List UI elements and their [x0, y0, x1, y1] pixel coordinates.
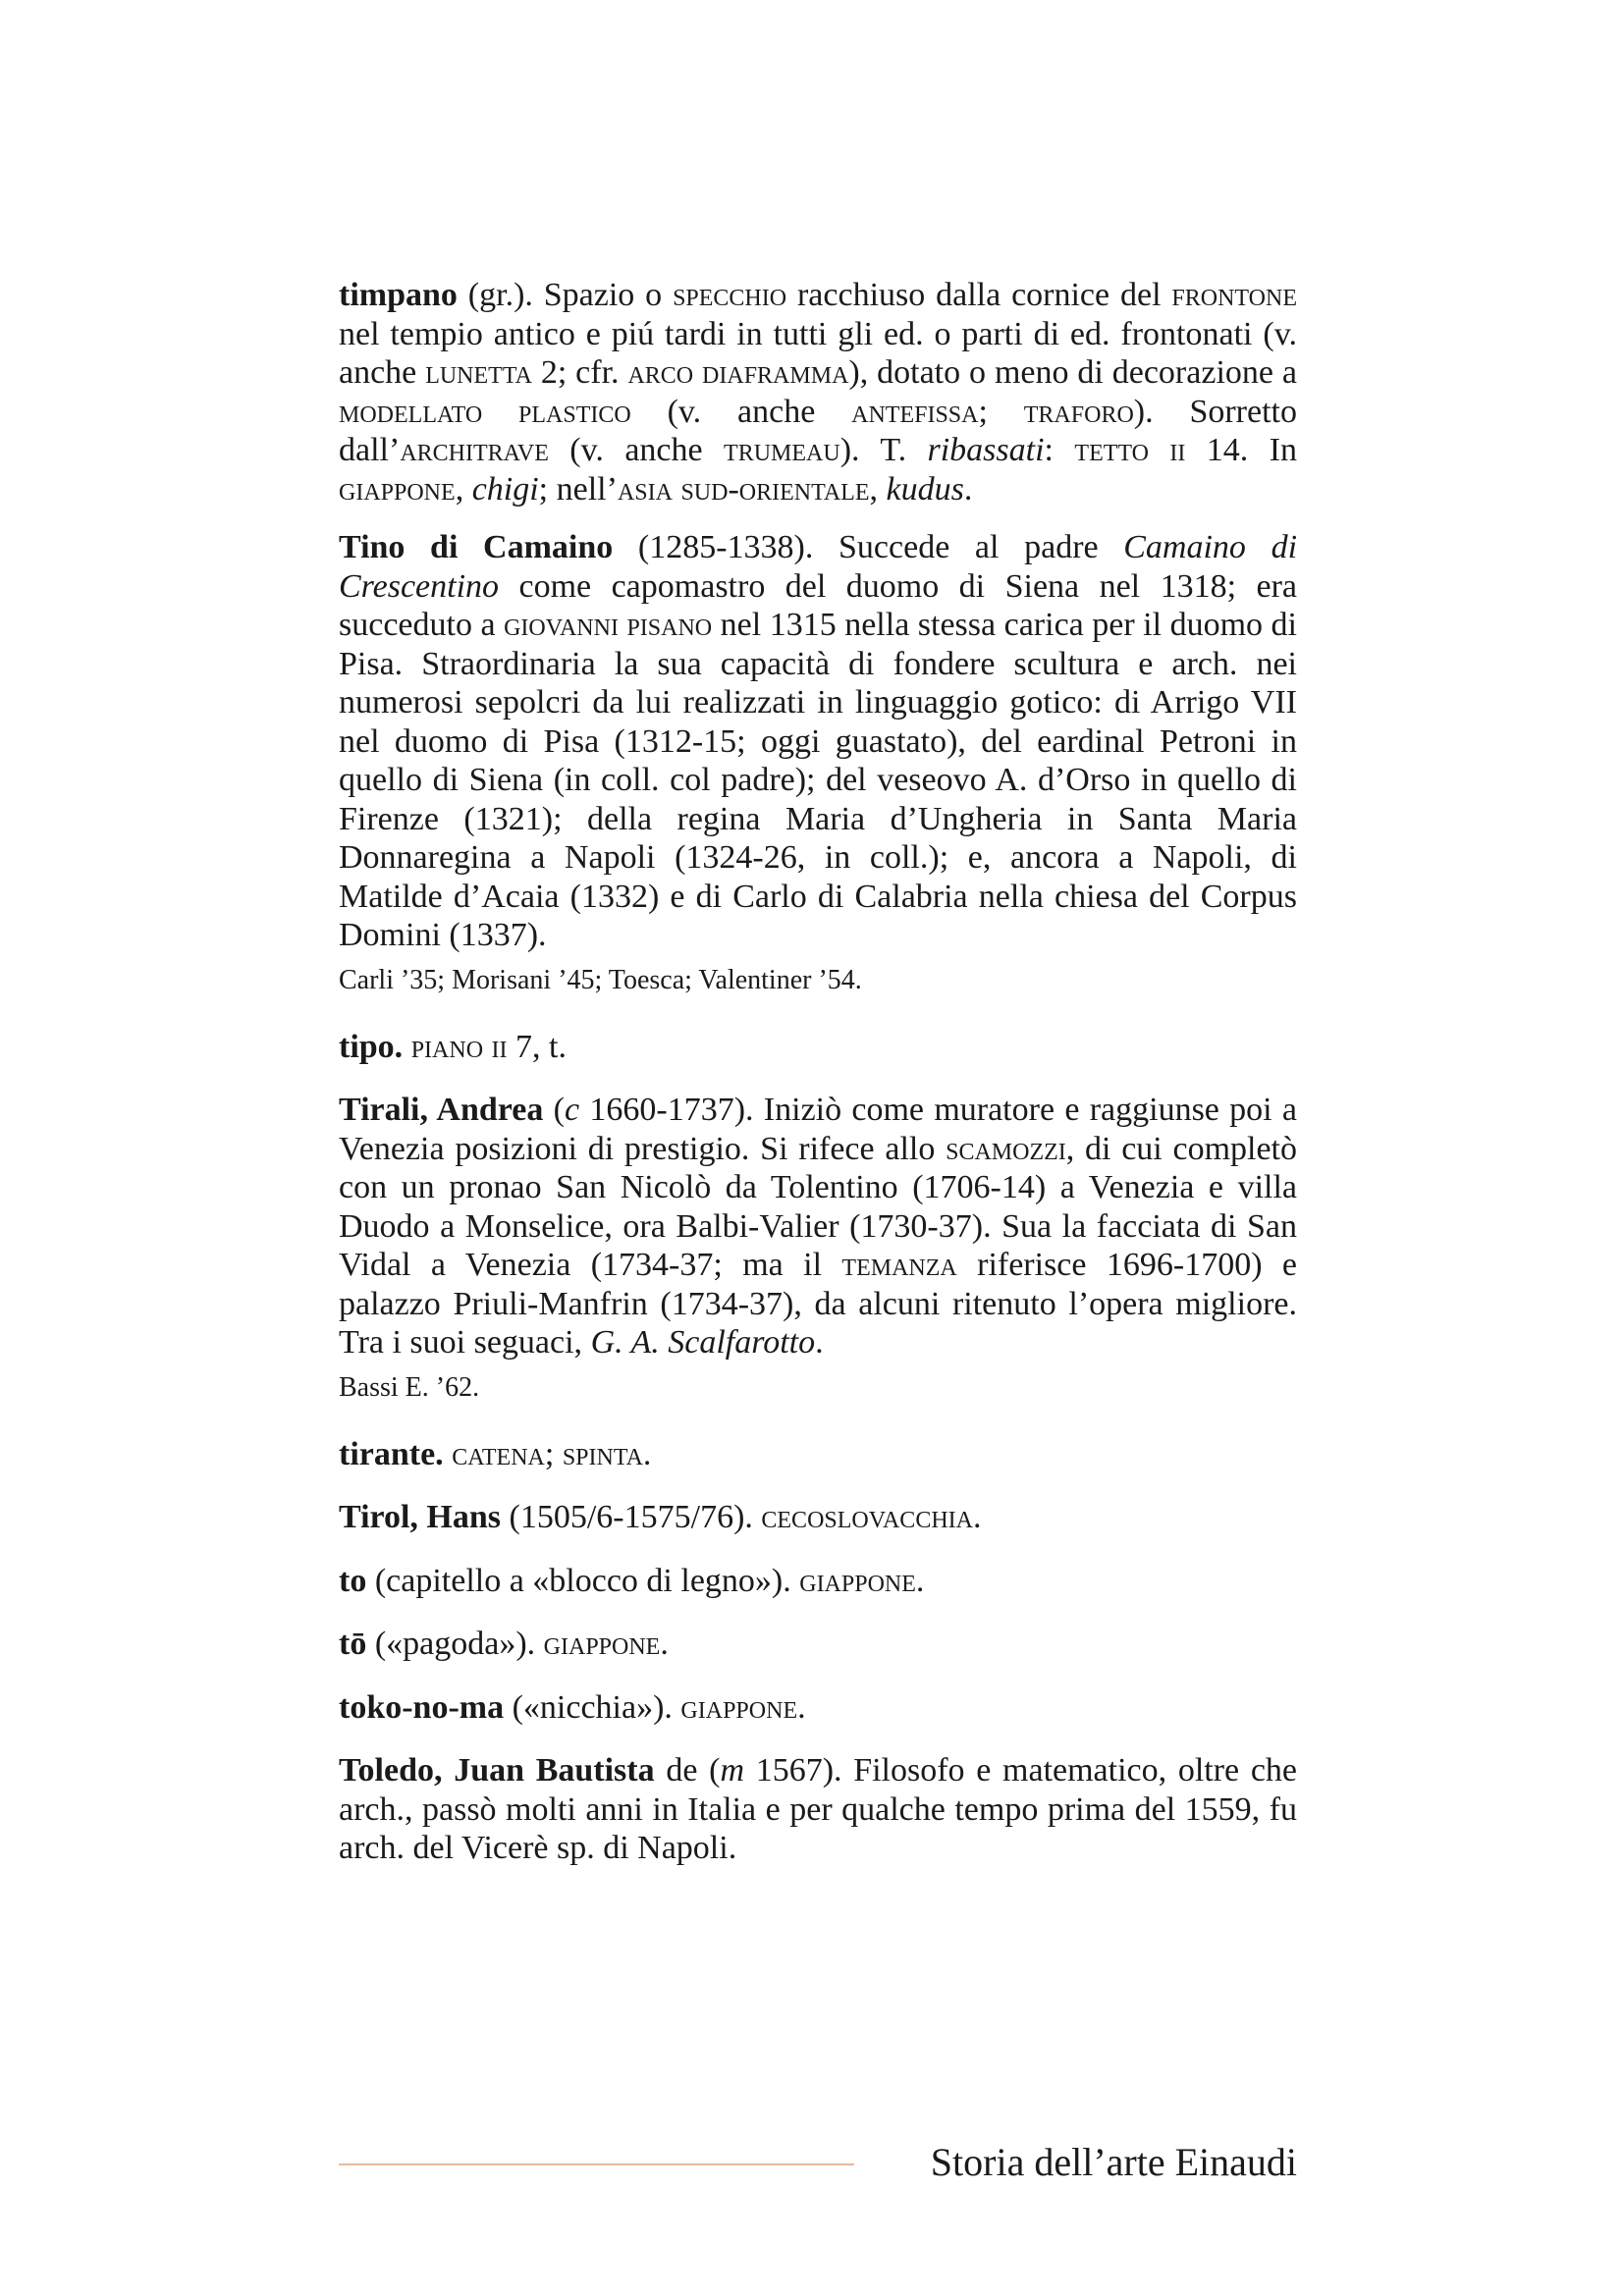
cross-reference: giappone	[799, 1562, 916, 1599]
cross-reference: giappone	[339, 470, 456, 507]
dictionary-entry	[339, 528, 1297, 955]
entry-text: ,	[869, 470, 887, 507]
cross-reference: lunetta	[425, 354, 532, 391]
entry-text: .	[642, 1435, 652, 1472]
entry-headword: tirante.	[339, 1435, 444, 1472]
cross-reference: catena	[452, 1435, 545, 1472]
cross-reference: trumeau	[724, 432, 840, 468]
page-footer	[339, 2138, 1297, 2187]
entry-text: 1567). Filosofo e matematico, oltre che arch., passò molti anni in Italia e per qualche tempo prima del 1559, fu arch. del Vicerè sp. di Napoli.	[339, 1752, 1298, 1866]
entry-headword: Tino di Camaino	[339, 529, 614, 565]
cross-reference: modellato plastico	[339, 393, 631, 430]
entry-text: (	[543, 1092, 565, 1128]
entry-text: 2; cfr.	[531, 354, 628, 391]
italic-text: Camaino di Crescentino	[339, 529, 1298, 605]
entries-list	[339, 276, 1297, 1868]
cross-reference: temanza	[841, 1247, 957, 1283]
entry-headword: timpano	[339, 277, 458, 313]
entry-text: come capomastro del duomo di Siena nel 1318; era succeduto a	[339, 567, 1297, 643]
italic-text: c	[564, 1092, 580, 1128]
entry-text: .	[797, 1688, 806, 1726]
entry-text: .	[972, 1499, 982, 1535]
entry-text: :	[1044, 432, 1075, 468]
dictionary-entry	[339, 1091, 1297, 1362]
entry-text: (1505/6-1575/76).	[501, 1499, 762, 1535]
entry-text: .	[963, 470, 973, 507]
cross-reference: traforo	[1023, 393, 1134, 430]
entry-text: ; nell’	[538, 470, 618, 507]
dictionary-entry	[339, 276, 1297, 508]
cross-reference: scamozzi	[946, 1130, 1066, 1167]
cross-reference: giappone	[543, 1626, 661, 1662]
entry-text: , di cui completò con un pronao San Nicolò da Tolentino (1706-14) a Venezia e villa Duodo a Monselice, ora Balbi-Valier (1730-37). Sua la facciata di San Vidal a Venezia (1734-37; ma il	[339, 1130, 1297, 1283]
entry-text: 1660-1737). Iniziò come muratore e raggiunse poi a Venezia posizioni di prestigio. Si rifece allo	[339, 1092, 1298, 1167]
italic-text: ribassati	[927, 432, 1045, 468]
italic-text: G. A. Scalfarotto	[590, 1324, 816, 1361]
entry-text: ;	[544, 1435, 563, 1472]
italic-text: chigi	[471, 470, 539, 507]
cross-reference: asia sud-orientale	[617, 470, 870, 507]
entry-headword: Tirol, Hans	[339, 1499, 502, 1535]
entry-text: riferisce 1696-1700) e palazzo Priuli-Manfrin (1734-37), da alcuni ritenuto l’opera migliore. Tra i suoi seguaci,	[339, 1247, 1297, 1361]
bibliography-references: Carli ’35; Morisani ’45; Toesca; Valentiner ’54.	[339, 964, 862, 995]
cross-reference: spinta	[562, 1435, 643, 1472]
cross-reference: frontone	[1171, 277, 1297, 313]
cross-reference: giovanni pisano	[504, 607, 713, 643]
cross-reference: specchio	[673, 277, 787, 313]
cross-reference: giappone	[680, 1688, 798, 1726]
cross-reference: architrave	[400, 432, 549, 468]
entry-text: (v. anche	[548, 432, 725, 468]
dictionary-entry	[339, 1688, 1297, 1728]
entry-text: .	[815, 1324, 824, 1361]
entry-text: .	[660, 1626, 669, 1662]
dictionary-entry	[339, 1625, 1297, 1664]
entry-text: ,	[455, 470, 472, 507]
cross-reference: cecoslovacchia	[761, 1499, 973, 1535]
entry-headword: toko-no-ma	[339, 1688, 505, 1726]
entry-text: (capitello a «blocco di legno»).	[366, 1562, 800, 1599]
entry-text: 7, t.	[507, 1028, 567, 1065]
entry-headword: Toledo, Juan Bautista	[339, 1752, 655, 1789]
cross-reference: arco diaframma	[627, 354, 849, 391]
footer-rule	[339, 2163, 854, 2165]
entry-text: ). T.	[839, 432, 928, 468]
dictionary-entry	[339, 1028, 1297, 1067]
dictionary-entry	[339, 1435, 1297, 1474]
cross-reference: antefissa	[851, 393, 979, 430]
entry-text: nel tempio antico e piú tardi in tutti gli ed. o parti di ed. frontonati (v. anche	[339, 315, 1297, 391]
entry-text	[403, 1029, 411, 1065]
entry-text: ). Sorretto dall’	[339, 393, 1297, 468]
italic-text: kudus	[886, 470, 964, 507]
dictionary-page	[339, 276, 1297, 1888]
entry-text: ), dotato o meno di decorazione a	[848, 354, 1297, 391]
entry-headword: Tirali, Andrea	[339, 1092, 544, 1128]
dictionary-entry	[339, 1751, 1297, 1868]
entry-text: (gr.). Spazio o	[457, 277, 674, 313]
entry-text: de (	[654, 1752, 721, 1789]
entry-headword: tipo.	[339, 1028, 404, 1065]
entry-headword: to	[339, 1562, 367, 1599]
dictionary-entry	[339, 1562, 1297, 1601]
italic-text: m	[720, 1752, 744, 1789]
entry-text: (v. anche	[630, 393, 852, 430]
entry-text: (1285-1338). Succede al padre	[613, 529, 1124, 565]
entry-text: 14. In	[1185, 432, 1298, 468]
entry-text: racchiuso dalla cornice del	[786, 277, 1172, 313]
publisher-title: Storia dell’arte Einaudi	[930, 2140, 1297, 2184]
entry-text: («nicchia»).	[504, 1688, 681, 1726]
entry-text: ;	[978, 393, 1024, 430]
cross-reference: piano ii	[410, 1028, 508, 1065]
cross-reference: tetto ii	[1074, 432, 1186, 468]
dictionary-entry	[339, 1498, 1297, 1537]
entry-text: .	[915, 1562, 925, 1599]
entry-text: nel 1315 nella stessa carica per il duomo di Pisa. Straordinaria la sua capacità di fondere scultura e arch. nei numerosi sepolcri da lui realizzati in linguaggio gotico: di Arrigo VII nel duomo di Pisa (1312-15; oggi guastato), del eardinal Petroni in quello di Siena (in coll. col padre); del veseovo A. d’Orso in quello di Firenze (1321); della regina Maria d’Ungheria in Santa Maria Donnaregina a Napoli (1324-26, in coll.); e, ancora a Napoli, di Matilde d’Acaia (1332) e di Carlo di Calabria nella chiesa del Corpus Domini (1337).	[339, 607, 1297, 953]
entry-headword: tō	[339, 1626, 367, 1662]
bibliography-references: Bassi E. ’62.	[339, 1371, 480, 1403]
entry-text	[444, 1436, 453, 1472]
entry-text: («pagoda»).	[366, 1626, 544, 1662]
